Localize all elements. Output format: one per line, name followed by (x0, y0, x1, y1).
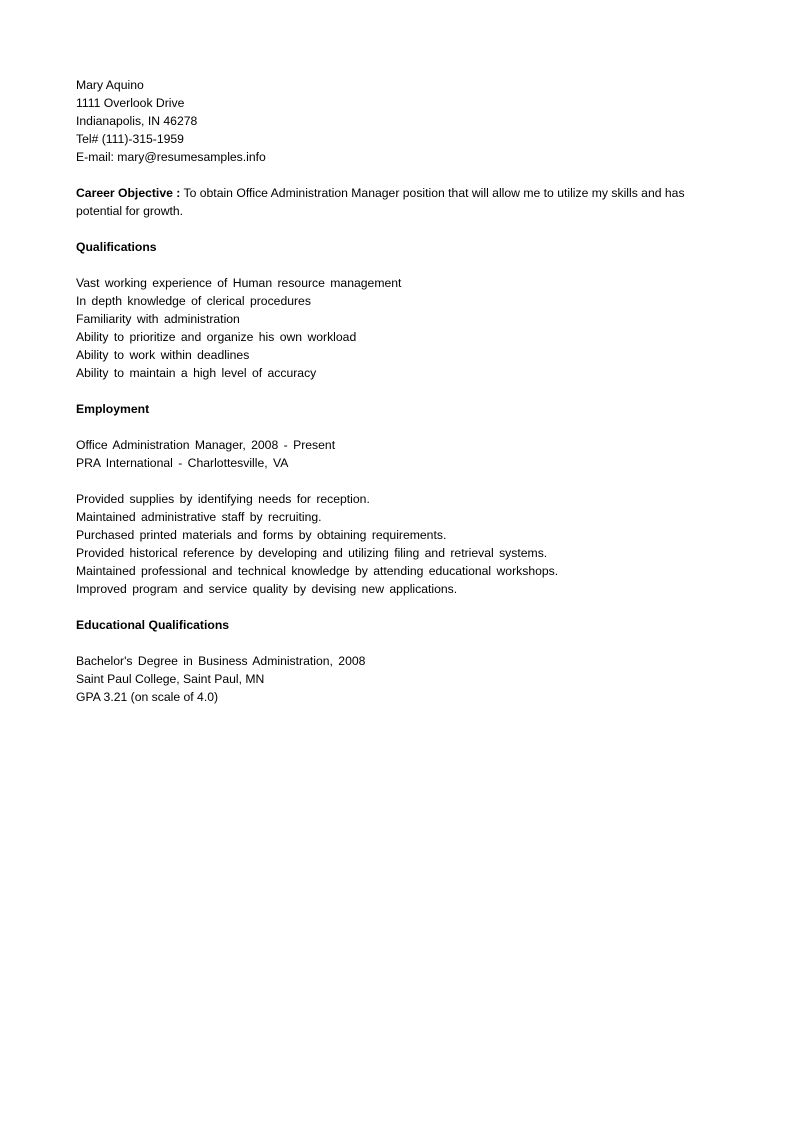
list-item: Ability to prioritize and organize his own workload (76, 330, 357, 344)
employment-heading: Employment (76, 402, 150, 416)
spacer (76, 472, 726, 490)
education-gpa: GPA 3.21 (on scale of 4.0) (76, 690, 219, 704)
spacer (76, 166, 726, 184)
list-item: Improved program and service quality by devising new applications. (76, 582, 458, 596)
list-item: Purchased printed materials and forms by obtaining requirements. (76, 528, 447, 542)
career-objective-text: To obtain Office Administration Manager position that will allow me to utilize my skills and has potential for growth. (76, 186, 685, 218)
contact-email: E-mail: mary@resumesamples.info (76, 150, 266, 164)
spacer (76, 418, 726, 436)
contact-block (76, 76, 726, 166)
list-item: Maintained administrative staff by recruiting. (76, 510, 322, 524)
education-heading: Educational Qualifications (76, 618, 230, 632)
contact-address-line-1: 1111 Overlook Drive (76, 96, 185, 110)
contact-phone: Tel# (111)-315-1959 (76, 132, 184, 146)
contact-name: Mary Aquino (76, 78, 144, 92)
job-company: PRA International - Charlottesville, VA (76, 456, 289, 470)
list-item: Ability to work within deadlines (76, 348, 250, 362)
list-item: Ability to maintain a high level of accuracy (76, 366, 317, 380)
spacer (76, 220, 726, 238)
career-objective (76, 184, 726, 220)
job-title: Office Administration Manager, 2008 - Present (76, 438, 336, 452)
list-item: Provided supplies by identifying needs for reception. (76, 492, 370, 506)
education-degree: Bachelor's Degree in Business Administration, 2008 (76, 654, 366, 668)
duties-list (76, 490, 726, 598)
qualifications-list (76, 274, 726, 382)
spacer (76, 598, 726, 616)
spacer (76, 382, 726, 400)
spacer (76, 634, 726, 652)
resume-page (76, 76, 726, 706)
qualifications-heading: Qualifications (76, 240, 157, 254)
list-item: Familiarity with administration (76, 312, 240, 326)
career-objective-label: Career Objective : (76, 186, 181, 200)
spacer (76, 256, 726, 274)
list-item: Vast working experience of Human resource management (76, 276, 402, 290)
list-item: Maintained professional and technical knowledge by attending educational workshops. (76, 564, 559, 578)
education-school: Saint Paul College, Saint Paul, MN (76, 672, 265, 686)
list-item: Provided historical reference by developing and utilizing filing and retrieval systems. (76, 546, 548, 560)
contact-address-line-2: Indianapolis, IN 46278 (76, 114, 198, 128)
list-item: In depth knowledge of clerical procedures (76, 294, 311, 308)
